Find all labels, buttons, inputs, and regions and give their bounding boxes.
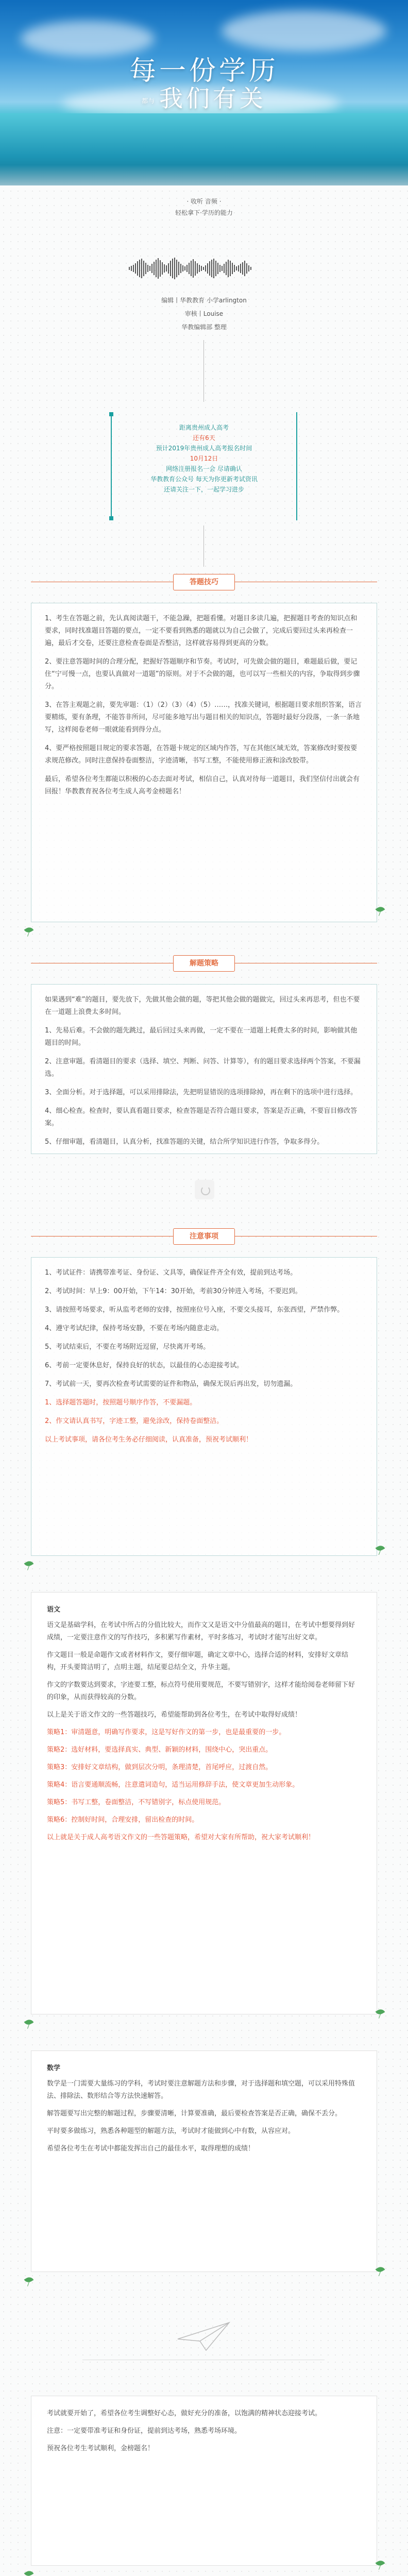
waveform-bar [166,265,167,272]
section-header-tips [0,572,408,592]
waveform-bar [193,259,194,278]
essay-paragraph: 作文的字数要达到要求，字迹要工整，标点符号使用要规范，不要写错别字，这样才能给阅卷老师留下好的印象，从而获得较高的分数。 [47,1681,355,1701]
divider-line [203,526,204,567]
waveform-bar [207,263,208,274]
tip-paragraph: 2、要注意答题时间的合理分配，把握好答题顺序和节奏。考试时，可先做会做的题目，难题最后做，要记住“宁可慢一点，也要认真做对一道题”的原则。对于不会做的题，也可以写一些相关的内容，争取得到步骤分。 [45,658,360,690]
caution-paragraph: 3、请按照考场要求，听从监考老师的安排，按照座位号入座，不要交头接耳，东张西望，严禁作弊。 [45,1306,344,1314]
exam-countdown-notice [111,412,297,520]
waveform-bar [219,265,220,272]
section-title: 注意事项 [173,1228,235,1245]
subject-heading: 语文 [47,1606,61,1614]
strategy-paragraph: 如果遇到“难”的题目，要先放下，先做其他会做的题，等把其他会做的题做完，回过头来再思考，但也不要在一道题上浪费太多时间。 [45,996,360,1016]
waveform-bar [197,263,198,274]
subject-heading: 数学 [47,2064,61,2072]
waveform-bar [154,262,155,275]
waveform-bar [189,263,190,274]
waveform-bar [156,260,157,277]
essay-strategy-tail: 以上就是关于成人高考语文作文的一些答题策略，希望对大家有所帮助，祝大家考试顺利！ [47,1834,315,1841]
waveform-bar [195,261,196,276]
notice-line: 距离贵州成人高考 [179,424,229,431]
strategy-paragraph: 3、全面分析。对于选择题，可以采用排除法，先把明显错误的选项排除掉，再在剩下的选项中进行选择。 [45,1089,358,1096]
waveform-bar [230,261,231,276]
waveform-bar [151,264,152,273]
waveform-bar [236,266,237,270]
caution-red: 2、作文请认真书写，字迹工整，避免涂改，保持卷面整洁。 [45,1417,224,1425]
essay-strategy: 策略3：安排好文章结构，做到层次分明，条理清楚，首尾呼应，过渡自然。 [47,1764,273,1771]
intro-label-2: 轻松拿下·学历的能力 [175,209,233,216]
leaf-icon [376,2009,385,2019]
cloud-shape [222,10,386,52]
tip-paragraph: 最后，希望各位考生都能以积极的心态去面对考试，相信自己，认真对待每一道题目，我们坚信付出就会有回报！华教教育祝各位考生成人高考金榜题名！ [45,775,360,795]
caution-paragraph: 6、考前一定要休息好，保持良好的状态，以最佳的心态迎接考试。 [45,1362,244,1369]
waveform-bar [170,261,171,276]
waveform-bar [135,263,136,274]
audio-player[interactable] [129,258,279,279]
leaf-icon [376,1546,385,1555]
waveform-bar [213,259,214,278]
waveform-bar [222,266,223,271]
essay-paragraph: 作文题目一般是命题作文或者材料作文，要仔细审题，确定文章中心，选择合适的材料，安排好文章结构，开头要简洁明了，点明主题，结尾要总结全文，升华主题。 [47,1651,349,1671]
corner-cap [109,412,113,416]
leaf-icon [25,2277,34,2286]
leaf-icon [25,2571,34,2576]
notice-line: 还请关注一下，一起学习进步 [163,486,244,493]
math-paragraph: 解答题要写出完整的解题过程，步骤要清晰，计算要准确，最后要检查答案是否正确，确保不丢分。 [47,2110,342,2117]
waveform-bar [228,260,229,277]
intro-label: · 收听 音频 · [186,198,222,205]
waveform-bar [191,261,192,276]
hero-title-main: 我们有关 [159,84,266,112]
waveform-bar [162,262,163,275]
final-paragraph: 注意：一定要带准考证和身份证，提前到达考场，熟悉考场环境。 [47,2427,242,2435]
waveform-bar [215,261,216,276]
waveform-bar [201,266,202,271]
waveform-bar [186,265,188,272]
waveform-bar [145,263,146,274]
leaf-icon [376,907,385,916]
math-box [31,2050,377,2272]
final-box [31,2396,377,2566]
sand-shape [0,165,408,185]
waveform-bar [172,259,173,278]
waveform-bar [238,265,239,272]
credit-editor: 编辑丨华教教育 小学arlington [161,297,247,304]
waveform-bar [242,262,243,275]
caution-paragraph: 7、考试前一天，要再次检查考试需要的证件和物品，确保无误后再出发，切勿遗漏。 [45,1380,297,1388]
strategy-paragraph: 5、仔细审题，看清题目，认真分析，找准答题的关键，结合所学知识进行作答，争取多得分。 [45,1138,324,1146]
waveform-bar [250,267,251,270]
waveform-bar [168,263,169,274]
waveform-bar [199,265,200,272]
essay-strategy: 策略2：选好材料，要选择真实、典型、新颖的材料，围绕中心，突出重点。 [47,1746,273,1754]
waveform-bar [248,265,249,272]
waveform-bar [184,266,185,270]
leaf-icon [25,1561,34,1570]
waveform-bar [211,260,212,277]
caution-paragraph: 4、遵守考试纪律，保持考场安静，不要在考场内随意走动。 [45,1325,224,1332]
waveform-bar [133,265,134,272]
notice-date: 10月12日 [190,455,218,462]
caution-paragraph: 2、考试时间：早上9：00开始，下午14：30开始，考前30分钟进入考场，不要迟到。 [45,1287,302,1295]
essay-strategy: 策略6：控制好时间，合理安排，留出检查的时间。 [47,1816,199,1824]
credits [0,294,408,334]
waveform-bar [160,260,161,277]
waveform-bar [226,262,227,275]
waveform-bar [246,263,247,274]
waveform-bar [147,265,148,272]
leaf-icon [25,2020,34,2029]
strategy-paragraph: 1、先易后难。不会做的题先跳过，最后回过头来再做，一定不要在一道题上耗费太多的时间，影响做其他题目的时间。 [45,1027,358,1047]
section-header-strategy [0,953,408,974]
hero-title-line1: 每一份学历 [129,56,279,87]
final-paragraph: 预祝各位考生考试顺利，金榜题名！ [47,2445,155,2452]
notice-line: 网络注册报名一会 尽请确认 [166,465,242,472]
waveform-bar [244,261,245,276]
waveform-bar [137,261,138,276]
strategy-box [31,984,377,1154]
audio-waveform[interactable] [129,258,279,279]
caution-paragraph: 5、考试结束后，不要在考场附近逗留，尽快离开考场。 [45,1343,210,1351]
hero-title-line2 [0,80,408,114]
chinese-essay-box [31,1592,377,2014]
math-paragraph: 平时要多做练习，熟悉各种题型的解题方法，考试时才能做到心中有数，从容应对。 [47,2127,295,2135]
waveform-bar [176,260,177,277]
paper-plane-icon [175,2318,232,2354]
tip-paragraph: 1、考生在答题之前，先认真阅读题干，不能急躁，把题看懂。对题目多读几遍，把握题目考查的知识点和要求，同时找准题目答题的要点，一定不要看到熟悉的题就以为自己会做了，完成后要回过头来再检查一遍，最后才交卷，还要注意检查卷面是否整洁，这样就容易得到更高的分数。 [45,615,358,647]
waveform-bar [209,261,210,276]
image-loading-placeholder [195,1180,214,1199]
waveform-bar [240,264,241,273]
waveform-bar [180,264,181,273]
section-header-cautions [0,1226,408,1247]
math-paragraph: 希望各位考生在考试中都能发挥出自己的最佳水平，取得理想的成绩！ [47,2145,255,2153]
tips-box [31,603,377,922]
section-title: 解题策略 [173,955,235,972]
credit-team: 华教编辑部 整理 [181,324,227,331]
waveform-bar [232,263,233,274]
waveform-bar [217,263,218,274]
strategy-paragraph: 4、细心检查。检查时，要认真看题目要求，检查答题是否符合题目要求，答案是否正确，不要盲目修改答案。 [45,1107,358,1127]
section-title: 答题技巧 [173,574,235,590]
notice-line: 预计2019年贵州成人高考报名时间 [156,445,252,452]
notice-line: 华教教育公众号 每天为你更新考试资讯 [150,476,258,483]
waveform-bar [182,265,183,272]
tip-paragraph: 4、要严格按照题目规定的要求答题，在答题卡规定的区域内作答，写在其他区域无效，答案修改时要按要求规范修改。同时注意保持卷面整洁，字迹清晰，书写工整，不能使用修正液和涂改胶带。 [45,744,358,765]
hero-banner [0,0,408,185]
intro [0,196,408,218]
essay-strategy: 策略5：书写工整，卷面整洁，不写错别字，标点使用规范。 [47,1799,226,1806]
waveform-bar [205,265,206,272]
caution-red: 以上考试事项，请各位考生务必仔细阅读，认真准备，预祝考试顺利！ [45,1436,253,1444]
tip-paragraph: 3、在答主观题之前，要先审题：（1）（2）（3）（4）（5）……，找准关键词，根据题目要求组织答案，语言要精练，要有条理，不能答非所问，尽可能多地写出与题目相关的知识点，答题时最好分段落，一条一条地写，这样阅卷老师一眼就能看到得分点。 [45,701,362,734]
notice-days: 还有6天 [193,434,215,442]
waveform-bar [129,267,130,270]
caution-red: 1、选择题答题时，按照题号顺序作答，不要漏题。 [45,1399,197,1406]
waveform-bar [234,265,235,272]
leaf-icon [376,2561,385,2570]
essay-paragraph: 语文是基础学科，在考试中所占的分值比较大，而作文又是语文中分值最高的题目，在考试中想要得到好成绩，一定要注意作文的写作技巧，多积累写作素材，平时多练习，考试时才能写出好文章。 [47,1621,355,1641]
waveform-bar [203,267,204,270]
essay-strategy: 策略1：审清题意，明确写作要求，这是写好作文的第一步，也是最重要的一步。 [47,1728,286,1736]
leaf-icon [376,2267,385,2276]
leaf-icon [25,927,34,937]
strategy-paragraph: 2、注意审题。看清题目的要求（选择、填空、判断、问答、计算等），有的题目要求选择两个答案，不要漏选。 [45,1058,361,1078]
waveform-bar [174,258,175,279]
math-paragraph: 数学是一门需要大量练习的学科，考试时要注意解题方法和步骤，对于选择题和填空题，可以采用特殊值法、排除法、数形结合等方法快速解答。 [47,2080,355,2100]
essay-paragraph: 以上是关于语文作文的一些答题技巧，希望能帮助到各位考生，在考试中取得好成绩！ [47,1711,302,1719]
credit-reviewer: 审核丨Louise [184,310,224,317]
essay-strategy: 策略4：语言要通顺流畅，注意遣词造句，适当运用修辞手法，使文章更加生动形象。 [47,1781,299,1789]
waveform-bar [143,261,144,276]
divider-line [203,340,204,402]
waveform-bar [164,264,165,273]
corner-cap [109,516,113,520]
waveform-bar [224,264,225,273]
caution-paragraph: 1、考试证件：请携带准考证、身份证、文具等，确保证件齐全有效，提前到达考场。 [45,1269,297,1277]
waveform-bar [141,259,142,278]
cautions-box [31,1257,377,1556]
waveform-bar [158,258,159,279]
hero-title-small: 都与 [141,97,155,105]
waveform-bar [131,266,132,271]
waveform-bar [149,266,150,271]
final-paragraph: 考试就要开始了，希望各位考生调整好心态，做好充分的准备，以饱满的精神状态迎接考试。 [47,2410,322,2417]
waveform-bar [139,260,140,277]
waveform-bar [178,262,179,275]
